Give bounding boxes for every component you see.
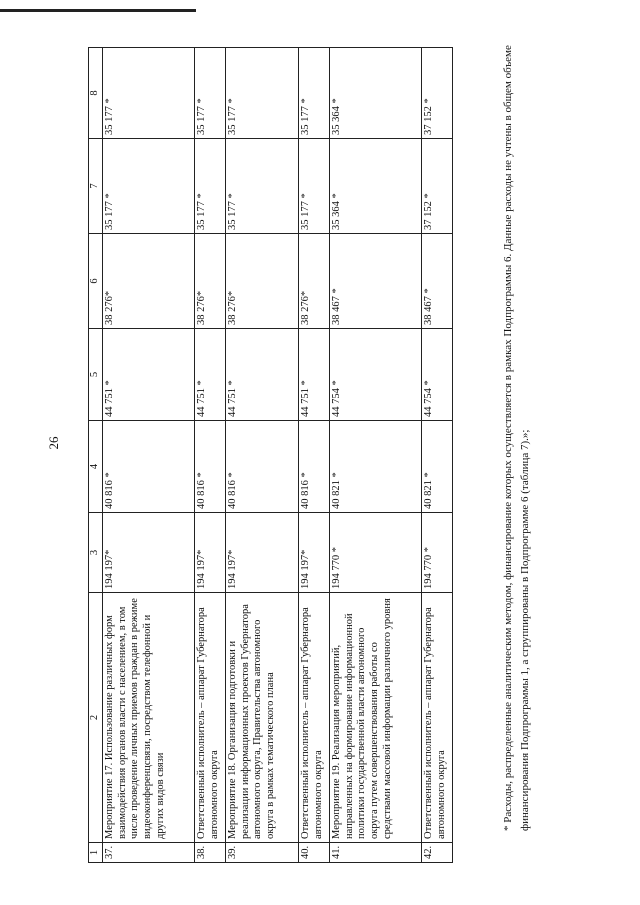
value-cell: 40 821 *: [421, 421, 452, 513]
row-number: 42.: [421, 843, 452, 863]
table-row: [421, 48, 452, 863]
column-header: 6: [89, 234, 103, 329]
table-row: [225, 48, 298, 863]
row-number: 41.: [329, 843, 421, 863]
value-cell: 194 197*: [102, 513, 194, 593]
value-cell: 44 751 *: [225, 329, 298, 421]
row-description: Ответственный исполнитель – аппарат Губернатора автономного округа: [194, 593, 225, 843]
value-cell: 38 467 *: [421, 234, 452, 329]
column-header: 3: [89, 513, 103, 593]
table-row: [329, 48, 421, 863]
value-cell: 194 197*: [298, 513, 329, 593]
value-cell: 38 276*: [225, 234, 298, 329]
value-cell: 38 276*: [194, 234, 225, 329]
value-cell: 44 751 *: [102, 329, 194, 421]
column-header: 7: [89, 139, 103, 234]
value-cell: 38 276*: [298, 234, 329, 329]
page-number: 26: [46, 436, 61, 450]
value-cell: 35 177 *: [225, 48, 298, 139]
value-cell: 194 197*: [194, 513, 225, 593]
value-cell: 37 152 *: [421, 139, 452, 234]
column-header: 1: [89, 843, 103, 863]
table-row: [102, 48, 194, 863]
value-cell: 35 177 *: [225, 139, 298, 234]
value-cell: 44 754 *: [421, 329, 452, 421]
value-cell: 40 821 *: [329, 421, 421, 513]
value-cell: 37 152 *: [421, 48, 452, 139]
column-header: 4: [89, 421, 103, 513]
value-cell: 194 770 *: [329, 513, 421, 593]
value-cell: 35 364 *: [329, 139, 421, 234]
value-cell: 40 816 *: [194, 421, 225, 513]
value-cell: 35 177 *: [194, 139, 225, 234]
value-cell: 40 816 *: [102, 421, 194, 513]
row-description: Мероприятие 19. Реализация мероприятий, направленных на формирование информационной политики государственной власти автономного округа путем совершенствования работы со средствами массовой информации различного уровня: [329, 593, 421, 843]
footnote: * Расходы, распределенные аналитическим методом, финансирование которых осуществляется в рамках Подпрограммы 6. Данные расходы не учтены в общем объеме финансирования Подпрограммы 1, а сгруппированы в Подпрограмме 6 (таблица 7).»;: [502, 45, 532, 831]
header-rule: [0, 9, 196, 12]
row-number: 39.: [225, 843, 298, 863]
row-number: 38.: [194, 843, 225, 863]
value-cell: 194 770 *: [421, 513, 452, 593]
value-cell: 35 177 *: [102, 139, 194, 234]
value-cell: 38 276*: [102, 234, 194, 329]
table-row: [194, 48, 225, 863]
value-cell: 40 816 *: [225, 421, 298, 513]
row-description: Мероприятие 18. Организация подготовки и реализации информационных проектов Губернатора автономного округа, Правительства автономного округа в рамках тематического плана: [225, 593, 298, 843]
value-cell: 35 177 *: [298, 48, 329, 139]
value-cell: 194 197*: [225, 513, 298, 593]
column-header: 2: [89, 593, 103, 843]
column-header: 8: [89, 48, 103, 139]
rotated-page: [40, 13, 600, 883]
row-number: 37.: [102, 843, 194, 863]
value-cell: 44 754 *: [329, 329, 421, 421]
row-description: Мероприятие 17. Использование различных форм взаимодействия органов власти с населением, в том числе проведение личных приемов граждан в режиме видеоконференцсвязи, посредством телефонной и других видов связи: [102, 593, 194, 843]
value-cell: 44 751 *: [194, 329, 225, 421]
value-cell: 35 177 *: [102, 48, 194, 139]
row-description: Ответственный исполнитель – аппарат Губернатора автономного округа: [421, 593, 452, 843]
column-header: 5: [89, 329, 103, 421]
data-table: [88, 47, 453, 863]
row-description: Ответственный исполнитель – аппарат Губернатора автономного округа: [298, 593, 329, 843]
value-cell: 35 177 *: [298, 139, 329, 234]
value-cell: 40 816 *: [298, 421, 329, 513]
row-number: 40.: [298, 843, 329, 863]
value-cell: 38 467 *: [329, 234, 421, 329]
value-cell: 35 364 *: [329, 48, 421, 139]
value-cell: 44 751 *: [298, 329, 329, 421]
table-row: [298, 48, 329, 863]
value-cell: 35 177 *: [194, 48, 225, 139]
header-row: [89, 48, 103, 863]
